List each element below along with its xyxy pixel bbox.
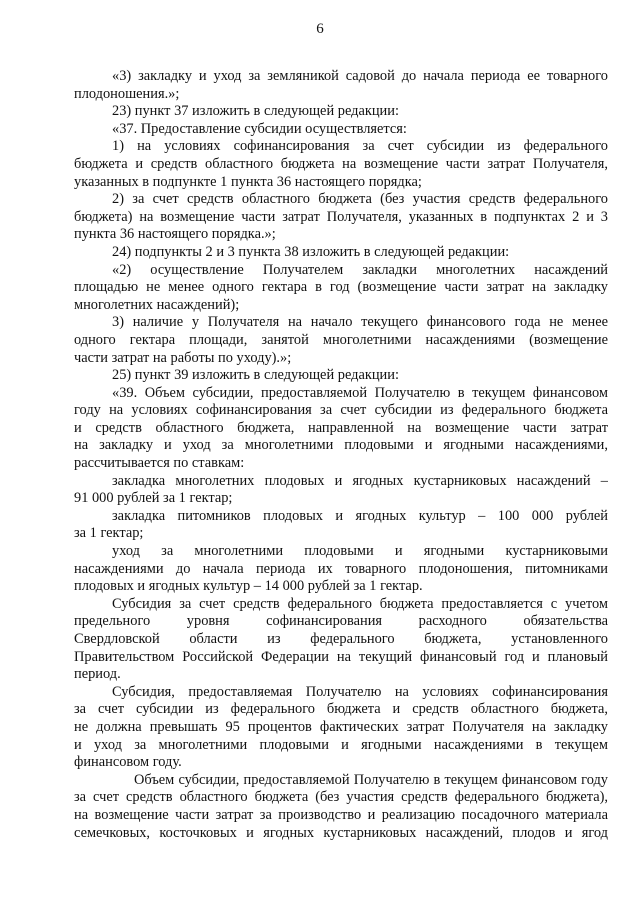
text-line: 1) на условиях софинансирования за счет субсидии из федерального bbox=[112, 138, 608, 155]
text-line: уход за многолетними плодовыми и ягодными кустарниковыми bbox=[112, 543, 608, 560]
text-line: 25) пункт 39 изложить в следующей редакции: bbox=[112, 367, 399, 384]
text-line: площадью не менее одного гектара в год (возмещение части затрат на закладку bbox=[74, 279, 608, 296]
text-line: за счет субсидии из федерального бюджета и средств областного бюджета, bbox=[74, 701, 608, 718]
text-line: не должна превышать 95 процентов фактических затрат Получателя на закладку bbox=[74, 718, 608, 735]
text-line: одного гектара площади, занятой многолетними насаждениями (возмещение bbox=[74, 331, 608, 348]
text-line: 91 000 рублей за 1 гектар; bbox=[74, 490, 233, 507]
text-line: Объем субсидии, предоставляемой Получателю в текущем финансовом году bbox=[134, 771, 608, 788]
text-line: году на условиях софинансирования за счет субсидии из федерального бюджета bbox=[74, 402, 608, 419]
text-line: «39. Объем субсидии, предоставляемой Получателю в текущем финансовом bbox=[112, 384, 608, 401]
text-line: рассчитывается по ставкам: bbox=[74, 455, 245, 472]
text-line: на возмещение части затрат за производство и реализацию посадочного материала bbox=[74, 806, 608, 823]
text-line: 23) пункт 37 изложить в следующей редакции: bbox=[112, 103, 399, 120]
text-line: период. bbox=[74, 666, 121, 683]
text-line: на закладку и уход за многолетними плодовыми и ягодными насаждениями, bbox=[74, 437, 608, 454]
text-line: плодоношения.»; bbox=[74, 85, 180, 102]
text-line: Субсидия, предоставляемая Получателю на условиях софинансирования bbox=[112, 683, 608, 700]
text-line: предельного уровня софинансирования расходного обязательства bbox=[74, 613, 608, 630]
text-line: «3) закладку и уход за земляникой садовой до начала периода ее товарного bbox=[112, 68, 608, 84]
text-line: пункта 36 настоящего порядка.»; bbox=[74, 226, 276, 243]
text-line: насаждениями до начала периода их товарного плодоношения, питомниками bbox=[74, 560, 608, 577]
text-line: Субсидия за счет средств федерального бюджета предоставляется с учетом bbox=[112, 595, 608, 612]
text-line: финансовом году. bbox=[74, 754, 182, 771]
text-line: «37. Предоставление субсидии осуществляется: bbox=[112, 120, 407, 137]
document-body bbox=[74, 68, 608, 842]
text-line: «2) осуществление Получателем закладки многолетних насаждений bbox=[112, 261, 608, 278]
text-line: 2) за счет средств областного бюджета (без участия средств федерального bbox=[112, 191, 608, 208]
text-line: указанных в подпункте 1 пункта 36 настоящего порядка; bbox=[74, 173, 422, 190]
text-line: части затрат на работы по уходу).»; bbox=[74, 349, 292, 366]
text-line: бюджета) на возмещение части затрат Получателя, указанных в подпунктах 2 и 3 bbox=[74, 208, 608, 225]
text-line: 3) наличие у Получателя на начало текущего финансового года не менее bbox=[112, 314, 608, 331]
text-line: за 1 гектар; bbox=[74, 525, 144, 542]
text-line: и уход за многолетними плодовыми и ягодными насаждениями в текущем bbox=[74, 736, 608, 753]
text-line: семечковых, косточковых и ягодных кустарниковых насаждений, плодов и ягод bbox=[74, 824, 608, 841]
page-number: 6 bbox=[316, 21, 324, 37]
text-line: Правительством Российской Федерации на текущий финансовый год и плановый bbox=[74, 648, 608, 665]
text-line: 24) подпункты 2 и 3 пункта 38 изложить в следующей редакции: bbox=[112, 243, 510, 260]
text-line: закладка питомников плодовых и ягодных культур – 100 000 рублей bbox=[112, 507, 608, 524]
text-line: закладка многолетних плодовых и ягодных кустарниковых насаждений – bbox=[112, 472, 608, 489]
text-line: бюджета и средств областного бюджета на возмещение части затрат Получателя, bbox=[74, 155, 608, 172]
text-line: за счет средств областного бюджета (без участия средств федерального бюджета), bbox=[74, 789, 608, 806]
text-line: многолетних насаждений); bbox=[74, 296, 240, 313]
text-line: и средств областного бюджета, направленной на возмещение части затрат bbox=[74, 419, 608, 436]
text-line: плодовых и ягодных культур – 14 000 рублей за 1 гектар. bbox=[74, 578, 423, 595]
text-line: Свердловской области из федерального бюджета, установленного bbox=[74, 631, 608, 647]
